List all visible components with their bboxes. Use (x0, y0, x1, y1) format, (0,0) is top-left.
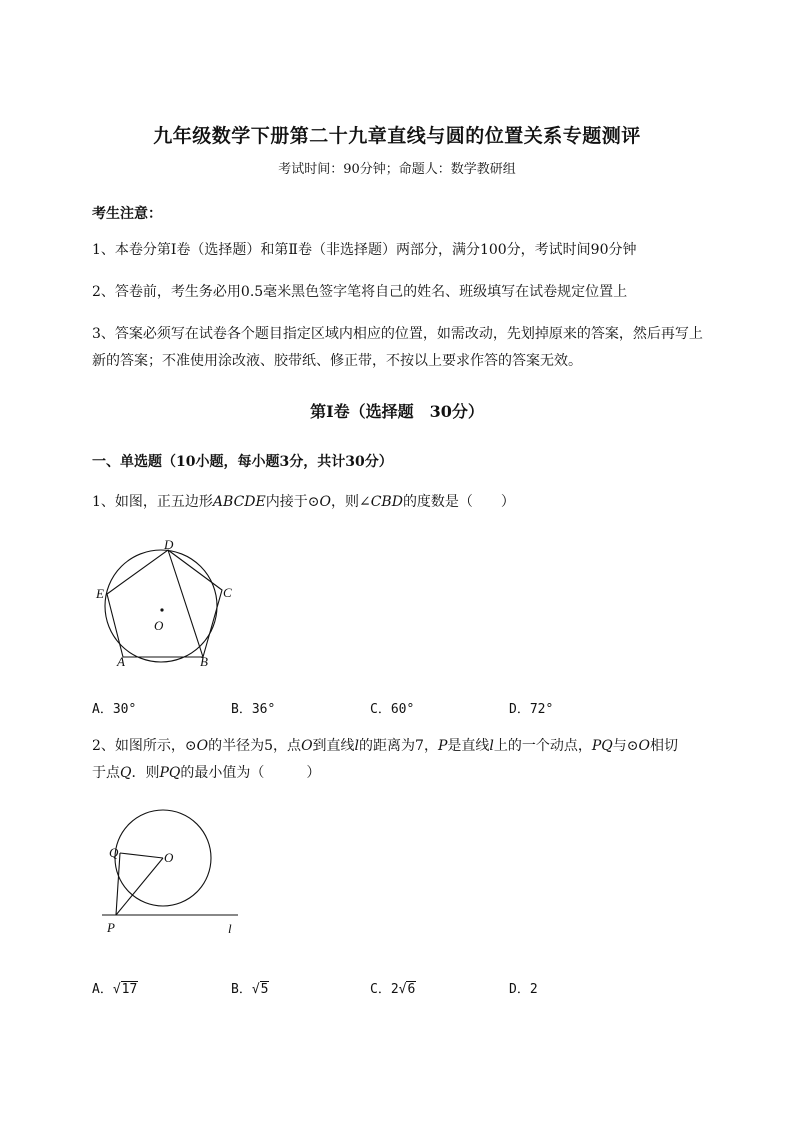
question-number: 1、 (92, 494, 115, 510)
q-var: ABCDE (212, 494, 266, 510)
q-text: 的最小值为（ ） (180, 765, 321, 781)
q-text: 与⊙ (612, 738, 639, 754)
option-letter: D． (509, 702, 530, 717)
notice-heading: 考生注意： (92, 206, 162, 222)
label-o: O (154, 618, 164, 633)
sqrt-symbol: √6 (398, 982, 416, 997)
q-text: 的度数是（ ） (402, 494, 515, 510)
q-var: l (489, 738, 494, 754)
q1-option-a[interactable] (92, 698, 136, 717)
label-b: B (200, 654, 208, 669)
label-d: D (164, 537, 174, 552)
question-1-text (92, 489, 712, 516)
label-c: C (223, 585, 232, 600)
notice-item-1: 1、本卷分第I卷（选择题）和第Ⅱ卷（非选择题）两部分，满分100分，考试时间90分钟 (92, 242, 637, 258)
q1-option-c[interactable] (370, 698, 414, 717)
circle-o (105, 550, 217, 662)
option-letter: C． (370, 702, 391, 717)
segment-po (116, 858, 163, 915)
q-text: 相切 (649, 738, 678, 754)
center-point (160, 608, 163, 611)
page-title: 九年级数学下册第二十九章直线与圆的位置关系专题测评 (153, 125, 641, 147)
radicand: 6 (407, 982, 416, 997)
section-title: 第I卷（选择题 30分） (310, 402, 484, 421)
segment-pq (116, 853, 120, 915)
q-var: O (319, 494, 331, 510)
q2-option-a[interactable] (92, 978, 138, 997)
q-text: 到直线 (312, 738, 355, 754)
q-var: l (354, 738, 360, 754)
q-text: 于点 (92, 765, 120, 781)
tangent-figure (96, 805, 246, 940)
pentagon-figure (90, 535, 240, 670)
radicand: 5 (260, 982, 269, 997)
q-var: PQ (591, 738, 613, 754)
option-letter: C． (370, 982, 391, 997)
q2-option-d[interactable] (509, 978, 538, 997)
q-var: CBD (370, 494, 403, 510)
q1-option-b[interactable] (231, 698, 275, 717)
option-letter: B． (231, 702, 252, 717)
q-var: O (638, 738, 650, 754)
label-p: P (107, 920, 115, 935)
q-var: O (301, 738, 313, 754)
option-letter: A． (92, 982, 113, 997)
q-text: 内接于⊙ (265, 494, 320, 510)
q2-option-c[interactable] (370, 978, 416, 997)
q-text: 如图，正五边形 (114, 494, 213, 510)
exam-info: 考试时间：90分钟；命题人：数学教研组 (278, 162, 516, 177)
radicand: 17 (121, 982, 138, 997)
notice-item-3: 3、答案必须写在试卷各个题目指定区域内相应的位置，如需改动，先划掉原来的答案，然后再写上新的答案；不准使用涂改液、胶带纸、修正带，不按以上要求作答的答案无效。 (92, 326, 703, 369)
option-letter: A． (92, 702, 113, 717)
label-e: E (96, 586, 104, 601)
option-text: 36° (251, 702, 276, 717)
part-heading: 一、单选题（10小题，每小题3分，共计30分） (92, 454, 393, 470)
option-coef: 2 (390, 982, 399, 997)
option-text: 60° (390, 702, 415, 717)
q-var: P (437, 738, 448, 754)
option-letter: D． (509, 982, 530, 997)
notice-item-2: 2、答卷前，考生务必用0.5毫米黑色签字笔将自己的姓名、班级填写在试卷规定位置上 (92, 284, 628, 300)
q1-option-d[interactable] (509, 698, 553, 717)
q-var: O (196, 738, 209, 754)
sqrt-symbol: √5 (251, 982, 269, 997)
q-var: Q (120, 765, 132, 781)
label-l: l (228, 921, 232, 936)
q-text: ．则 (131, 765, 160, 781)
label-a: A (117, 654, 125, 669)
q-text: 的半径为5，点 (208, 738, 302, 754)
q2-option-b[interactable] (231, 978, 269, 997)
question-2-text (92, 733, 712, 787)
sqrt-symbol: √17 (112, 982, 138, 997)
segment-bd (168, 550, 203, 657)
label-o: O (164, 850, 174, 865)
q-text: ，则∠ (330, 494, 371, 510)
q-var: PQ (159, 765, 181, 781)
q-text: 上的一个动点， (493, 738, 592, 754)
label-q: Q (109, 845, 119, 860)
option-text: 72° (529, 702, 554, 717)
option-coef: 2 (529, 982, 538, 997)
option-letter: B． (231, 982, 252, 997)
q-text: 如图所示，⊙ (114, 738, 197, 754)
q-text: 的距离为7， (359, 738, 438, 754)
q-text: 是直线 (447, 738, 490, 754)
segment-qo (120, 853, 163, 858)
option-text: 30° (112, 702, 137, 717)
question-number: 2、 (92, 738, 115, 754)
